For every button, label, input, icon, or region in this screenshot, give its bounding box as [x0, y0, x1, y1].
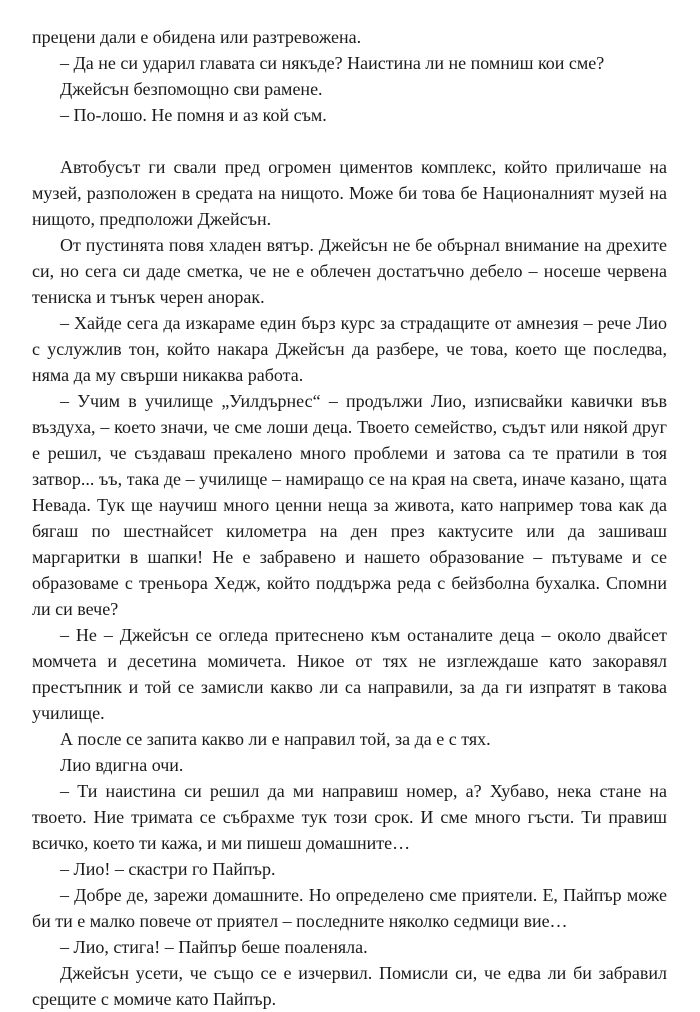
paragraph-5: Автобусът ги свали пред огромен циментов комплекс, който приличаше на музей, разположен в средата на нищото. Може би това бе Националният музей на нищото, предположи Джейсън.	[32, 157, 667, 229]
book-page	[32, 24, 667, 1012]
paragraph-1: прецени дали е обидена или разтревожена.	[32, 27, 362, 47]
paragraph-16: Джейсън усети, че също се е изчервил. Помисли си, че едва ли би забравил срещите с момиче като Пайпър.	[32, 963, 667, 1009]
paragraph-4: – По-лошо. Не помня и аз кой съм.	[60, 105, 327, 125]
paragraph-15: – Лио, стига! – Пайпър беше поаленяла.	[60, 937, 368, 957]
paragraph-2: – Да не си ударил главата си някъде? Наистина ли не помниш кои сме?	[60, 53, 605, 73]
paragraph-12: – Ти наистина си решил да ми направиш номер, а? Хубаво, нека стане на твоето. Ние тримата се събрахме тук този срок. И сме много гъсти. Ти правиш всичко, което ти кажа, и ми пишеш домашните…	[32, 781, 667, 853]
paragraph-14: – Добре де, зарежи домашните. Но определено сме приятели. Е, Пайпър може би ти е малко повече от приятел – последните няколко седмици вие…	[32, 885, 667, 931]
paragraph-10: А после се запита какво ли е направил той, за да е с тях.	[60, 729, 491, 749]
paragraph-6: От пустинята повя хладен вятър. Джейсън не бе обърнал внимание на дрехите си, но сега си даде сметка, че не е облечен достатъчно дебело – носеше червена тениска и тънък черен анорак.	[32, 235, 667, 307]
paragraph-13: – Лио! – скастри го Пайпър.	[60, 859, 276, 879]
paragraph-8: – Учим в училище „Уилдърнес“ – продължи Лио, изписвайки кавички във въздуха, – което значи, че сме лоши деца. Твоето семейство, съдът или някой друг е решил, че създаваш прекалено много проблеми и затова са те пратили в тоя затвор... ъъ, така де – училище – намиращо се на края на света, иначе казано, щата Невада. Тук ще научиш много ценни неща за живота, като например това как да бягаш по шестнайсет километра на ден през кактусите или да зашиваш маргаритки в шапки! Не е забравено и нашето образование – пътуваме и се образоваме с треньора Хедж, който поддържа реда с бейзболна бухалка. Спомни ли си вече?	[32, 391, 667, 619]
paragraph-11: Лио вдигна очи.	[60, 755, 184, 775]
paragraph-9: – Не – Джейсън се огледа притеснено към останалите деца – около двайсет момчета и десетина момичета. Никое от тях не изглеждаше като закоравял престъпник и той се замисли какво ли са направили, за да ги изпратят в такова училище.	[32, 625, 667, 723]
paragraph-3: Джейсън безпомощно сви рамене.	[60, 79, 323, 99]
paragraph-7: – Хайде сега да изкараме един бърз курс за страдащите от амнезия – рече Лио с услужлив тон, който накара Джейсън да разбере, че това, което ще последва, няма да му свърши никаква работа.	[32, 313, 667, 385]
